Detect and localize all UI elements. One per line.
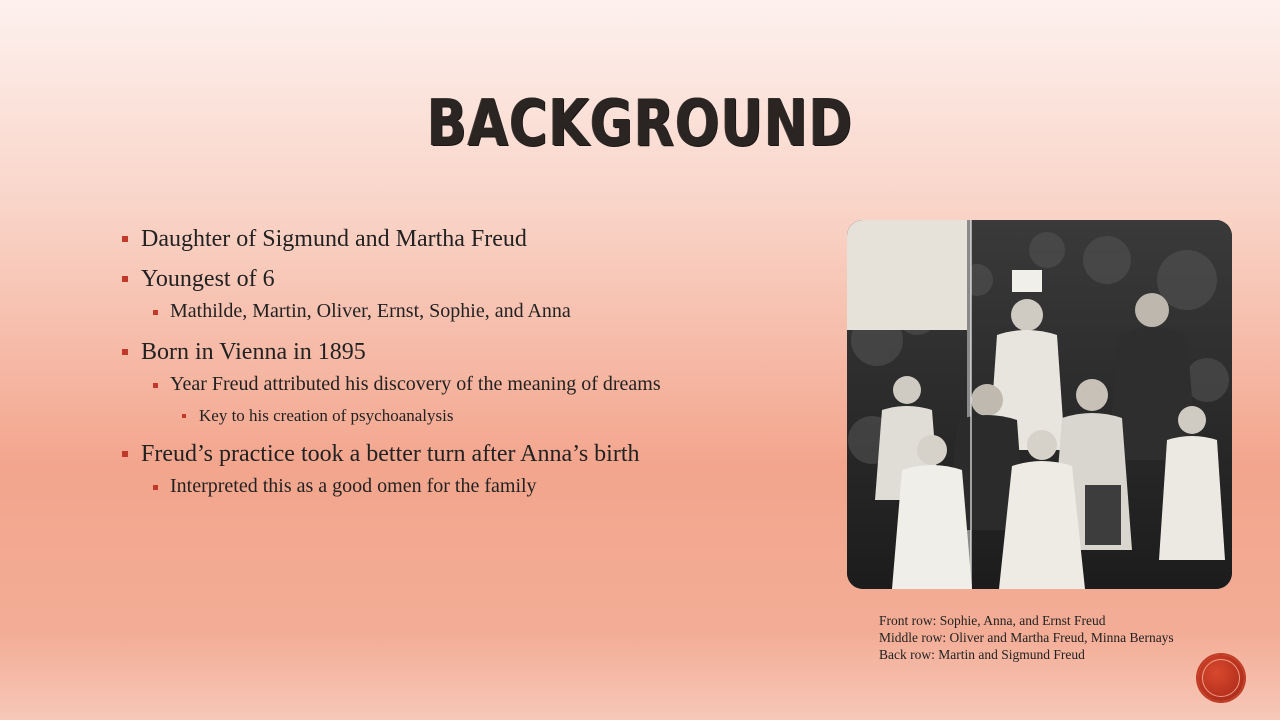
caption-line: Middle row: Oliver and Martha Freud, Minna Bernays [879, 629, 1174, 645]
bullet-marker [153, 310, 158, 315]
caption-line: Back row: Martin and Sigmund Freud [879, 646, 1085, 662]
sub-bullet-item [118, 372, 848, 397]
bullet-text: Year Freud attributed his discovery of the meaning of dreams [170, 373, 661, 395]
bullet-marker [122, 451, 128, 457]
caption-line: Front row: Sophie, Anna, and Ernst Freud [879, 613, 1106, 628]
bullet-item [118, 224, 848, 254]
sub-bullet-item [118, 299, 848, 324]
bullet-marker [122, 236, 128, 242]
bullet-item [118, 264, 848, 294]
bullet-list [118, 224, 848, 499]
family-photo-graphic [847, 220, 1232, 589]
bullet-text: Born in Vienna in 1895 [141, 339, 366, 365]
bullet-marker [122, 349, 128, 355]
bullet-item [118, 337, 848, 367]
bullet-marker [182, 414, 186, 418]
bullet-text: Mathilde, Martin, Oliver, Ernst, Sophie, and Anna [170, 300, 571, 322]
bullet-item [118, 439, 848, 469]
slide-number-badge [1198, 655, 1244, 701]
bullet-text: Daughter of Sigmund and Martha Freud [141, 226, 527, 252]
bullet-text: Interpreted this as a good omen for the family [170, 475, 537, 498]
bullet-text: Key to his creation of psychoanalysis [199, 406, 454, 425]
sub-sub-bullet-item [118, 405, 848, 426]
bullet-marker [153, 383, 158, 388]
photo-caption [879, 613, 1219, 664]
bullet-marker [122, 276, 128, 282]
bullet-text: Freud’s practice took a better turn after Anna’s birth [141, 441, 640, 468]
family-photo [847, 220, 1232, 589]
sub-bullet-item [118, 474, 848, 499]
slide-title: BACKGROUND [426, 87, 854, 161]
bullet-text: Youngest of 6 [141, 266, 275, 292]
bullet-marker [153, 485, 158, 490]
